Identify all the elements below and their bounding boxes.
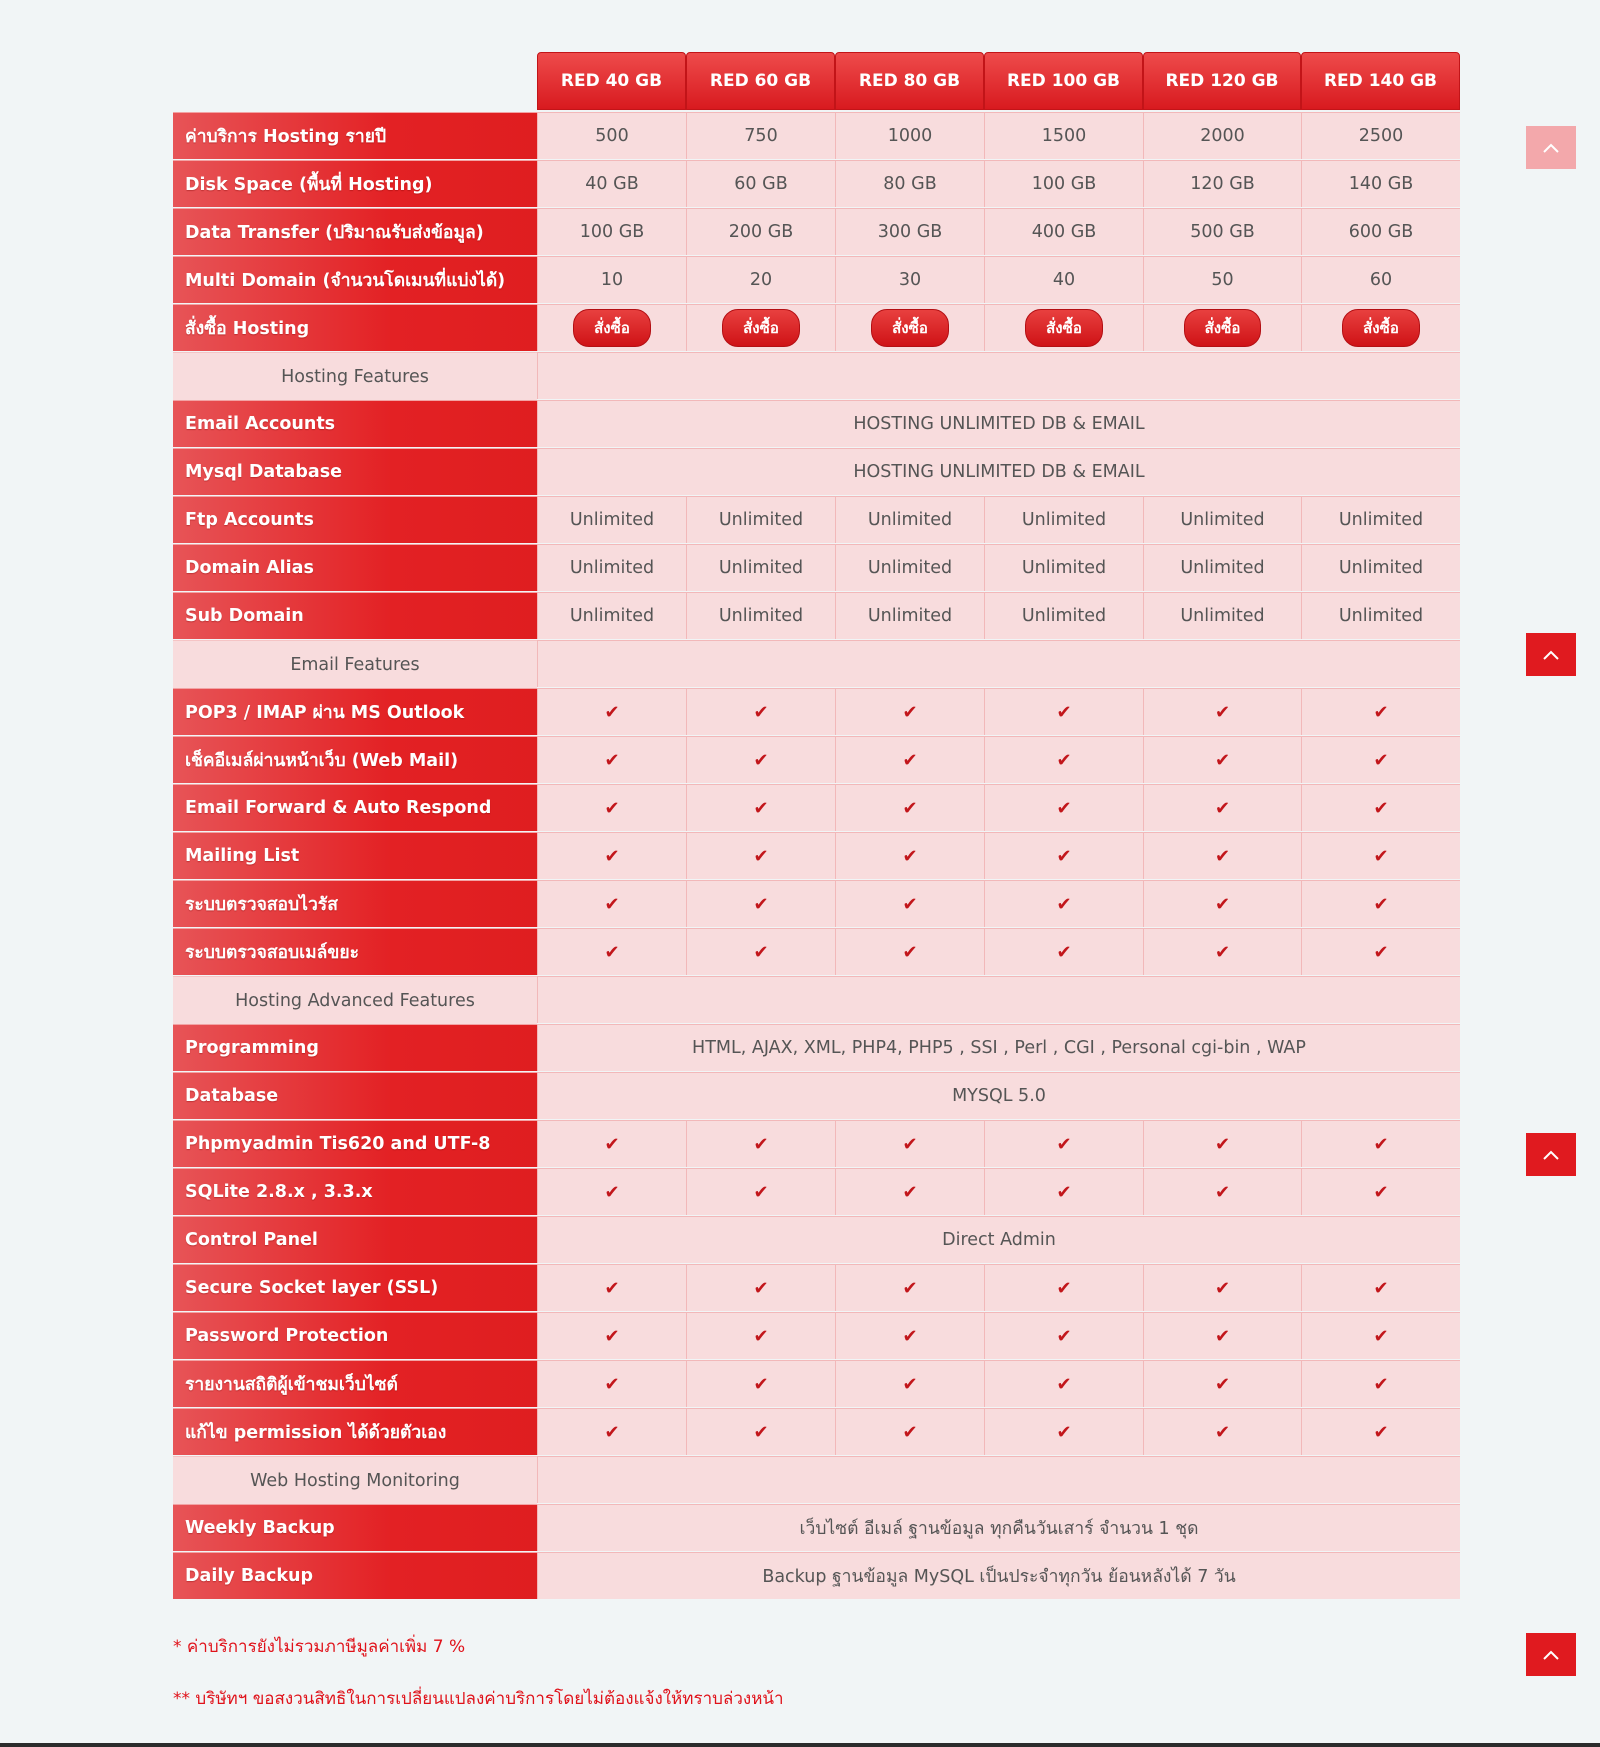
table-row [173, 448, 1460, 496]
feature-value: Unlimited [835, 592, 984, 639]
chevron-up-icon [1542, 1649, 1560, 1661]
check-icon: ✔ [1056, 797, 1072, 819]
plan-cell [1143, 1264, 1301, 1311]
plan-cell [984, 1312, 1143, 1359]
feature-label: POP3 / IMAP ผ่าน MS Outlook [173, 688, 537, 735]
feature-value: 100 GB [537, 208, 686, 255]
order-button[interactable]: สั่งซื้อ [1025, 309, 1103, 347]
check-icon: ✔ [753, 893, 769, 915]
scroll-top-button[interactable] [1526, 633, 1576, 676]
feature-label: Mailing List [173, 832, 537, 879]
check-icon: ✔ [1373, 1325, 1389, 1347]
check-icon: ✔ [1373, 1277, 1389, 1299]
plan-cell [1301, 880, 1460, 927]
feature-label: Database [173, 1072, 537, 1119]
check-icon: ✔ [753, 797, 769, 819]
plan-cell [984, 880, 1143, 927]
plan-cell [984, 304, 1143, 351]
check-icon: ✔ [1214, 1325, 1231, 1347]
feature-label: ระบบตรวจสอบไวรัส [173, 880, 537, 927]
feature-value: 200 GB [686, 208, 835, 255]
check-icon: ✔ [604, 893, 620, 915]
table-row [173, 784, 1460, 832]
plan-cell [1301, 736, 1460, 783]
table-row [173, 1024, 1460, 1072]
order-button[interactable]: สั่งซื้อ [573, 309, 651, 347]
feature-label: Secure Socket layer (SSL) [173, 1264, 537, 1311]
feature-value: 60 [1301, 256, 1460, 303]
plan-cell [984, 832, 1143, 879]
section-title: Web Hosting Monitoring [173, 1456, 537, 1504]
check-icon: ✔ [1214, 1277, 1231, 1299]
plan-cell [1301, 1360, 1460, 1407]
check-icon: ✔ [1056, 845, 1072, 867]
check-icon: ✔ [1214, 749, 1231, 771]
plan-cell [835, 880, 984, 927]
table-row [173, 208, 1460, 256]
table-row [173, 400, 1460, 448]
feature-value: 140 GB [1301, 160, 1460, 207]
check-icon: ✔ [753, 701, 769, 723]
feature-label: รายงานสถิติผู้เข้าชมเว็บไซต์ [173, 1360, 537, 1407]
plan-cell [984, 1360, 1143, 1407]
plan-cell [537, 1360, 686, 1407]
plan-cell [686, 1408, 835, 1455]
table-row [173, 976, 1460, 1024]
plan-cell [835, 1120, 984, 1167]
plan-cell [537, 928, 686, 975]
plan-cell [1143, 304, 1301, 351]
plan-cell [1301, 832, 1460, 879]
check-icon: ✔ [902, 1421, 918, 1443]
feature-label: แก้ไข permission ได้ด้วยตัวเอง [173, 1408, 537, 1455]
check-icon: ✔ [1056, 1181, 1072, 1203]
feature-value: Unlimited [1301, 592, 1460, 639]
feature-value: 50 [1143, 256, 1301, 303]
plan-cell [686, 736, 835, 783]
table-row [173, 880, 1460, 928]
check-icon: ✔ [1214, 893, 1231, 915]
feature-value: HOSTING UNLIMITED DB & EMAIL [537, 400, 1460, 447]
plan-cell [1143, 1120, 1301, 1167]
check-icon: ✔ [1373, 1421, 1389, 1443]
table-row [173, 496, 1460, 544]
plan-cell [1301, 688, 1460, 735]
scroll-top-button[interactable] [1526, 1133, 1576, 1176]
plan-cell [537, 1312, 686, 1359]
plan-cell [686, 1264, 835, 1311]
check-icon: ✔ [604, 1373, 620, 1395]
feature-value: 400 GB [984, 208, 1143, 255]
check-icon: ✔ [902, 701, 918, 723]
feature-label: Ftp Accounts [173, 496, 537, 543]
check-icon: ✔ [604, 845, 620, 867]
plan-cell [835, 1312, 984, 1359]
check-icon: ✔ [902, 1133, 918, 1155]
feature-value: HTML, AJAX, XML, PHP4, PHP5 , SSI , Perl , CGI , Personal cgi-bin , WAP [537, 1024, 1460, 1071]
plan-cell [1143, 1360, 1301, 1407]
table-row [173, 1456, 1460, 1504]
table-row [173, 1312, 1460, 1360]
check-icon: ✔ [1056, 701, 1072, 723]
check-icon: ✔ [1214, 1181, 1231, 1203]
check-icon: ✔ [604, 749, 620, 771]
plan-cell [1143, 1312, 1301, 1359]
plan-cell [835, 1408, 984, 1455]
chevron-up-icon [1542, 1149, 1560, 1161]
section-filler [537, 976, 1460, 1023]
plan-header: RED 100 GB [984, 52, 1143, 110]
plan-cell [835, 1360, 984, 1407]
check-icon: ✔ [1056, 941, 1072, 963]
feature-value: 300 GB [835, 208, 984, 255]
feature-value: 100 GB [984, 160, 1143, 207]
check-icon: ✔ [1056, 1133, 1072, 1155]
check-icon: ✔ [753, 1277, 769, 1299]
feature-label: SQLite 2.8.x , 3.3.x [173, 1168, 537, 1215]
check-icon: ✔ [753, 1421, 769, 1443]
check-icon: ✔ [1373, 893, 1389, 915]
feature-value: 2000 [1143, 112, 1301, 159]
table-row [173, 928, 1460, 976]
table-row [173, 1360, 1460, 1408]
check-icon: ✔ [1373, 701, 1389, 723]
feature-value: 500 [537, 112, 686, 159]
feature-label: Weekly Backup [173, 1504, 537, 1551]
check-icon: ✔ [902, 893, 918, 915]
check-icon: ✔ [753, 1133, 769, 1155]
table-row [173, 1504, 1460, 1552]
feature-value: 500 GB [1143, 208, 1301, 255]
plan-cell [537, 1408, 686, 1455]
check-icon: ✔ [902, 749, 918, 771]
section-filler [537, 352, 1460, 399]
plan-cell [686, 880, 835, 927]
plan-cell [835, 304, 984, 351]
feature-label: เช็คอีเมล์ผ่านหน้าเว็บ (Web Mail) [173, 736, 537, 783]
check-icon: ✔ [604, 1181, 620, 1203]
feature-value: 1500 [984, 112, 1143, 159]
plan-cell [1301, 928, 1460, 975]
table-row [173, 1264, 1460, 1312]
check-icon: ✔ [753, 1325, 769, 1347]
plan-cell [686, 784, 835, 831]
section-title: Hosting Advanced Features [173, 976, 537, 1024]
check-icon: ✔ [604, 797, 620, 819]
feature-value: 10 [537, 256, 686, 303]
feature-value: Unlimited [686, 592, 835, 639]
check-icon: ✔ [1214, 1421, 1231, 1443]
check-icon: ✔ [902, 797, 918, 819]
check-icon: ✔ [902, 1181, 918, 1203]
check-icon: ✔ [1373, 1133, 1389, 1155]
plan-cell [984, 1168, 1143, 1215]
chevron-up-icon [1542, 649, 1560, 661]
feature-label: Sub Domain [173, 592, 537, 639]
feature-label: ค่าบริการ Hosting รายปี [173, 112, 537, 159]
plan-cell [984, 784, 1143, 831]
feature-value: 30 [835, 256, 984, 303]
plan-cell [686, 304, 835, 351]
plan-cell [686, 1120, 835, 1167]
chevron-up-icon [1542, 142, 1560, 154]
feature-label: Password Protection [173, 1312, 537, 1359]
plan-cell [835, 1168, 984, 1215]
check-icon: ✔ [1373, 845, 1389, 867]
section-filler [537, 640, 1460, 687]
order-button[interactable]: สั่งซื้อ [1184, 309, 1262, 347]
check-icon: ✔ [753, 749, 769, 771]
plan-cell [686, 832, 835, 879]
section-title: Hosting Features [173, 352, 537, 400]
plan-cell [984, 736, 1143, 783]
feature-value: Unlimited [537, 592, 686, 639]
plan-cell [1143, 1408, 1301, 1455]
feature-value: Unlimited [984, 544, 1143, 591]
feature-value: Unlimited [537, 496, 686, 543]
plan-cell [537, 832, 686, 879]
plan-header: RED 80 GB [835, 52, 984, 110]
feature-value: 750 [686, 112, 835, 159]
feature-label: สั่งซื้อ Hosting [173, 304, 537, 351]
order-button[interactable]: สั่งซื้อ [1342, 309, 1420, 347]
feature-value: HOSTING UNLIMITED DB & EMAIL [537, 448, 1460, 495]
check-icon: ✔ [902, 1277, 918, 1299]
feature-label: Control Panel [173, 1216, 537, 1263]
table-row [173, 688, 1460, 736]
feature-value: 40 GB [537, 160, 686, 207]
plan-cell [537, 1120, 686, 1167]
plan-cell [984, 1408, 1143, 1455]
feature-label: Programming [173, 1024, 537, 1071]
check-icon: ✔ [1214, 845, 1231, 867]
check-icon: ✔ [1214, 701, 1231, 723]
plan-header: RED 120 GB [1143, 52, 1301, 110]
check-icon: ✔ [1373, 1373, 1389, 1395]
feature-value: Unlimited [835, 544, 984, 591]
scroll-top-button[interactable] [1526, 126, 1576, 169]
plan-cell [835, 1264, 984, 1311]
section-filler [537, 1456, 1460, 1503]
feature-value: 1000 [835, 112, 984, 159]
plan-cell [835, 928, 984, 975]
plan-cell [984, 1264, 1143, 1311]
table-row [173, 352, 1460, 400]
check-icon: ✔ [902, 1373, 918, 1395]
feature-value: Unlimited [1143, 592, 1301, 639]
plan-cell [537, 880, 686, 927]
check-icon: ✔ [902, 1325, 918, 1347]
check-icon: ✔ [604, 1325, 620, 1347]
plan-cell [537, 1168, 686, 1215]
check-icon: ✔ [1056, 1277, 1072, 1299]
feature-label: Phpmyadmin Tis620 and UTF-8 [173, 1120, 537, 1167]
check-icon: ✔ [902, 941, 918, 963]
plan-cell [835, 784, 984, 831]
feature-label: Mysql Database [173, 448, 537, 495]
check-icon: ✔ [1056, 749, 1072, 771]
feature-value: Direct Admin [537, 1216, 1460, 1263]
feature-value: Unlimited [984, 496, 1143, 543]
check-icon: ✔ [1373, 941, 1389, 963]
plan-header: RED 60 GB [686, 52, 835, 110]
plan-cell [1143, 688, 1301, 735]
feature-value: 60 GB [686, 160, 835, 207]
plan-cell [1301, 304, 1460, 351]
plan-cell [1301, 784, 1460, 831]
plan-header: RED 140 GB [1301, 52, 1460, 110]
plan-cell [984, 928, 1143, 975]
feature-label: Multi Domain (จำนวนโดเมนที่แบ่งได้) [173, 256, 537, 303]
plan-cell [984, 1120, 1143, 1167]
check-icon: ✔ [1056, 1373, 1072, 1395]
plan-cell [1143, 736, 1301, 783]
check-icon: ✔ [604, 1421, 620, 1443]
plan-cell [1143, 832, 1301, 879]
table-row [173, 832, 1460, 880]
footer-bar [0, 1743, 1600, 1747]
table-row [173, 640, 1460, 688]
table-row [173, 160, 1460, 208]
check-icon: ✔ [753, 845, 769, 867]
table-row [173, 1120, 1460, 1168]
table-row [173, 112, 1460, 160]
feature-value: Unlimited [537, 544, 686, 591]
table-row [173, 736, 1460, 784]
plan-cell [686, 688, 835, 735]
plan-header: RED 40 GB [537, 52, 686, 110]
feature-value: Backup ฐานข้อมูล MySQL เป็นประจำทุกวัน ย้อนหลังได้ 7 วัน [537, 1552, 1460, 1599]
feature-value: เว็บไซต์ อีเมล์ ฐานข้อมูล ทุกคืนวันเสาร์ จำนวน 1 ชุด [537, 1504, 1460, 1551]
check-icon: ✔ [1056, 1325, 1072, 1347]
feature-value: 40 [984, 256, 1143, 303]
plan-cell [1301, 1120, 1460, 1167]
plan-cell [1143, 928, 1301, 975]
check-icon: ✔ [753, 1373, 769, 1395]
feature-label: Email Forward & Auto Respond [173, 784, 537, 831]
feature-value: MYSQL 5.0 [537, 1072, 1460, 1119]
check-icon: ✔ [753, 1181, 769, 1203]
plan-cell [537, 784, 686, 831]
feature-label: Daily Backup [173, 1552, 537, 1599]
check-icon: ✔ [1373, 749, 1389, 771]
table-row [173, 544, 1460, 592]
table-row [173, 1216, 1460, 1264]
check-icon: ✔ [1214, 941, 1231, 963]
feature-label: Data Transfer (ปริมาณรับส่งข้อมูล) [173, 208, 537, 255]
plan-cell [1143, 880, 1301, 927]
feature-value: Unlimited [1301, 544, 1460, 591]
table-row [173, 256, 1460, 304]
plan-cell [1301, 1264, 1460, 1311]
feature-value: 600 GB [1301, 208, 1460, 255]
check-icon: ✔ [1056, 893, 1072, 915]
feature-value: Unlimited [984, 592, 1143, 639]
plan-cell [537, 304, 686, 351]
feature-value: Unlimited [835, 496, 984, 543]
plan-cell [984, 688, 1143, 735]
check-icon: ✔ [753, 941, 769, 963]
feature-value: Unlimited [1143, 496, 1301, 543]
vat-note: * ค่าบริการยังไม่รวมภาษีมูลค่าเพิ่ม 7 % [173, 1637, 466, 1657]
plan-cell [537, 688, 686, 735]
check-icon: ✔ [604, 941, 620, 963]
plan-cell [686, 1312, 835, 1359]
check-icon: ✔ [1373, 1181, 1389, 1203]
plan-cell [686, 1168, 835, 1215]
check-icon: ✔ [1373, 797, 1389, 819]
check-icon: ✔ [604, 1133, 620, 1155]
plan-cell [686, 1360, 835, 1407]
feature-value: 80 GB [835, 160, 984, 207]
plan-cell [835, 688, 984, 735]
table-row [173, 304, 1460, 352]
plan-cell [1301, 1312, 1460, 1359]
table-row [173, 1072, 1460, 1120]
check-icon: ✔ [1214, 1133, 1231, 1155]
feature-label: Email Accounts [173, 400, 537, 447]
feature-value: 120 GB [1143, 160, 1301, 207]
feature-value: 2500 [1301, 112, 1460, 159]
feature-label: Domain Alias [173, 544, 537, 591]
order-button[interactable]: สั่งซื้อ [722, 309, 800, 347]
check-icon: ✔ [1214, 797, 1231, 819]
plan-cell [1143, 784, 1301, 831]
plan-cell [537, 736, 686, 783]
table-row [173, 1552, 1460, 1600]
plan-cell [1301, 1408, 1460, 1455]
plan-cell [835, 832, 984, 879]
disclaimer-note: ** บริษัทฯ ขอสงวนสิทธิในการเปลี่ยนแปลงค่าบริการโดยไม่ต้องแจ้งให้ทราบล่วงหน้า [173, 1689, 784, 1709]
feature-value: 20 [686, 256, 835, 303]
check-icon: ✔ [1214, 1373, 1231, 1395]
plan-cell [537, 1264, 686, 1311]
feature-label: ระบบตรวจสอบเมล์ขยะ [173, 928, 537, 975]
table-row [173, 1408, 1460, 1456]
plan-cell [686, 928, 835, 975]
section-title: Email Features [173, 640, 537, 688]
table-row [173, 1168, 1460, 1216]
feature-value: Unlimited [686, 544, 835, 591]
table-row [173, 592, 1460, 640]
check-icon: ✔ [604, 1277, 620, 1299]
order-button[interactable]: สั่งซื้อ [871, 309, 949, 347]
check-icon: ✔ [1056, 1421, 1072, 1443]
plan-cell [1301, 1168, 1460, 1215]
plan-cell [1143, 1168, 1301, 1215]
check-icon: ✔ [604, 701, 620, 723]
feature-value: Unlimited [686, 496, 835, 543]
plan-cell [835, 736, 984, 783]
feature-value: Unlimited [1301, 496, 1460, 543]
scroll-top-button[interactable] [1526, 1633, 1576, 1676]
check-icon: ✔ [902, 845, 918, 867]
feature-label: Disk Space (พื้นที่ Hosting) [173, 160, 537, 207]
feature-value: Unlimited [1143, 544, 1301, 591]
